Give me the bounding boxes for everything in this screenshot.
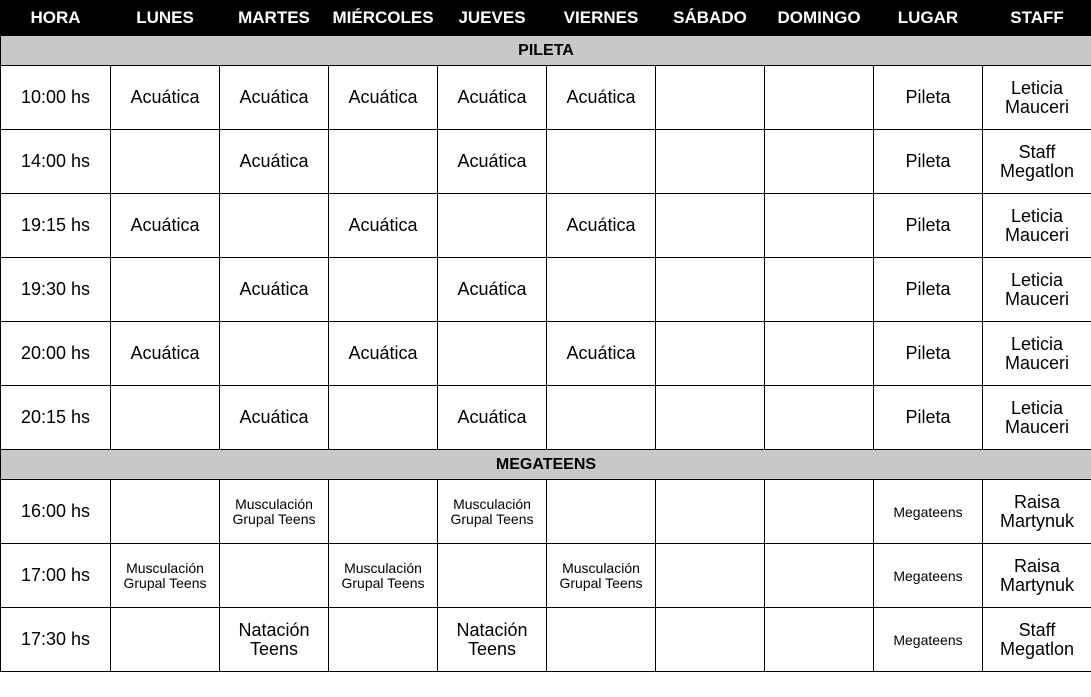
activity-cell [547,608,656,672]
activity-cell [329,258,438,322]
header-row [1,1,1091,36]
activity-cell [329,386,438,450]
activity-cell [765,194,874,258]
activity-cell [765,386,874,450]
section-title: MEGATEENS [1,450,1091,480]
activity-cell [765,130,874,194]
activity-cell: Acuática [220,66,329,130]
table-row [1,608,1091,672]
activity-cell [547,258,656,322]
header-sabado: SÁBADO [656,1,765,36]
activity-cell: Acuática [438,386,547,450]
time-cell: 10:00 hs [1,66,111,130]
activity-cell [547,480,656,544]
staff-cell: Staff Megatlon [983,608,1091,672]
time-cell: 17:30 hs [1,608,111,672]
time-cell: 14:00 hs [1,130,111,194]
activity-cell [656,258,765,322]
activity-cell [765,480,874,544]
header-hora: HORA [1,1,111,36]
section-header-row [1,450,1091,480]
time-cell: 19:30 hs [1,258,111,322]
activity-cell [656,608,765,672]
activity-cell: Acuática [111,194,220,258]
activity-cell: Acuática [329,322,438,386]
schedule-body [1,36,1091,672]
activity-cell [438,322,547,386]
place-cell: Pileta [874,66,983,130]
activity-cell [111,608,220,672]
activity-cell: Acuática [547,66,656,130]
place-cell: Pileta [874,194,983,258]
activity-cell [765,608,874,672]
table-row [1,66,1091,130]
header-martes: MARTES [220,1,329,36]
activity-cell: Natación Teens [220,608,329,672]
activity-cell [656,194,765,258]
activity-cell: Acuática [111,66,220,130]
activity-cell: Acuática [329,194,438,258]
activity-cell: Musculación Grupal Teens [220,480,329,544]
table-row [1,386,1091,450]
section-title: PILETA [1,36,1091,66]
activity-cell: Acuática [220,258,329,322]
staff-cell: Leticia Mauceri [983,386,1091,450]
place-cell: Megateens [874,480,983,544]
activity-cell [111,386,220,450]
place-cell: Megateens [874,544,983,608]
activity-cell [656,322,765,386]
header-staff: STAFF [983,1,1091,36]
activity-cell: Acuática [438,130,547,194]
header-lugar: LUGAR [874,1,983,36]
header-jueves: JUEVES [438,1,547,36]
time-cell: 20:15 hs [1,386,111,450]
header-viernes: VIERNES [547,1,656,36]
activity-cell [547,386,656,450]
activity-cell [220,544,329,608]
staff-cell: Leticia Mauceri [983,258,1091,322]
activity-cell [765,544,874,608]
staff-cell: Leticia Mauceri [983,322,1091,386]
activity-cell [656,480,765,544]
activity-cell [111,480,220,544]
activity-cell [329,608,438,672]
activity-cell [547,130,656,194]
activity-cell: Acuática [220,130,329,194]
activity-cell: Acuática [220,386,329,450]
activity-cell: Acuática [438,66,547,130]
place-cell: Pileta [874,130,983,194]
staff-cell: Leticia Mauceri [983,66,1091,130]
table-row [1,322,1091,386]
table-row [1,480,1091,544]
table-row [1,130,1091,194]
activity-cell: Musculación Grupal Teens [547,544,656,608]
staff-cell: Leticia Mauceri [983,194,1091,258]
activity-cell [656,386,765,450]
activity-cell [329,480,438,544]
activity-cell: Musculación Grupal Teens [438,480,547,544]
activity-cell [329,130,438,194]
section-header-row [1,36,1091,66]
activity-cell [656,130,765,194]
header-miercoles: MIÉRCOLES [329,1,438,36]
staff-cell: Raisa Martynuk [983,544,1091,608]
activity-cell: Acuática [547,322,656,386]
time-cell: 17:00 hs [1,544,111,608]
activity-cell: Acuática [438,258,547,322]
table-row [1,258,1091,322]
staff-cell: Staff Megatlon [983,130,1091,194]
activity-cell [656,66,765,130]
activity-cell: Acuática [547,194,656,258]
activity-cell [765,66,874,130]
activity-cell [111,130,220,194]
activity-cell: Acuática [329,66,438,130]
activity-cell: Acuática [111,322,220,386]
place-cell: Megateens [874,608,983,672]
header-lunes: LUNES [111,1,220,36]
activity-cell [220,194,329,258]
activity-cell [765,258,874,322]
header-domingo: DOMINGO [765,1,874,36]
place-cell: Pileta [874,258,983,322]
time-cell: 19:15 hs [1,194,111,258]
activity-cell [438,194,547,258]
time-cell: 20:00 hs [1,322,111,386]
activity-cell: Musculación Grupal Teens [329,544,438,608]
activity-cell [656,544,765,608]
table-row [1,544,1091,608]
activity-cell [765,322,874,386]
time-cell: 16:00 hs [1,480,111,544]
activity-cell [438,544,547,608]
table-row [1,194,1091,258]
activity-cell: Natación Teens [438,608,547,672]
staff-cell: Raisa Martynuk [983,480,1091,544]
place-cell: Pileta [874,322,983,386]
activity-cell [111,258,220,322]
activity-cell: Musculación Grupal Teens [111,544,220,608]
place-cell: Pileta [874,386,983,450]
activity-cell [220,322,329,386]
